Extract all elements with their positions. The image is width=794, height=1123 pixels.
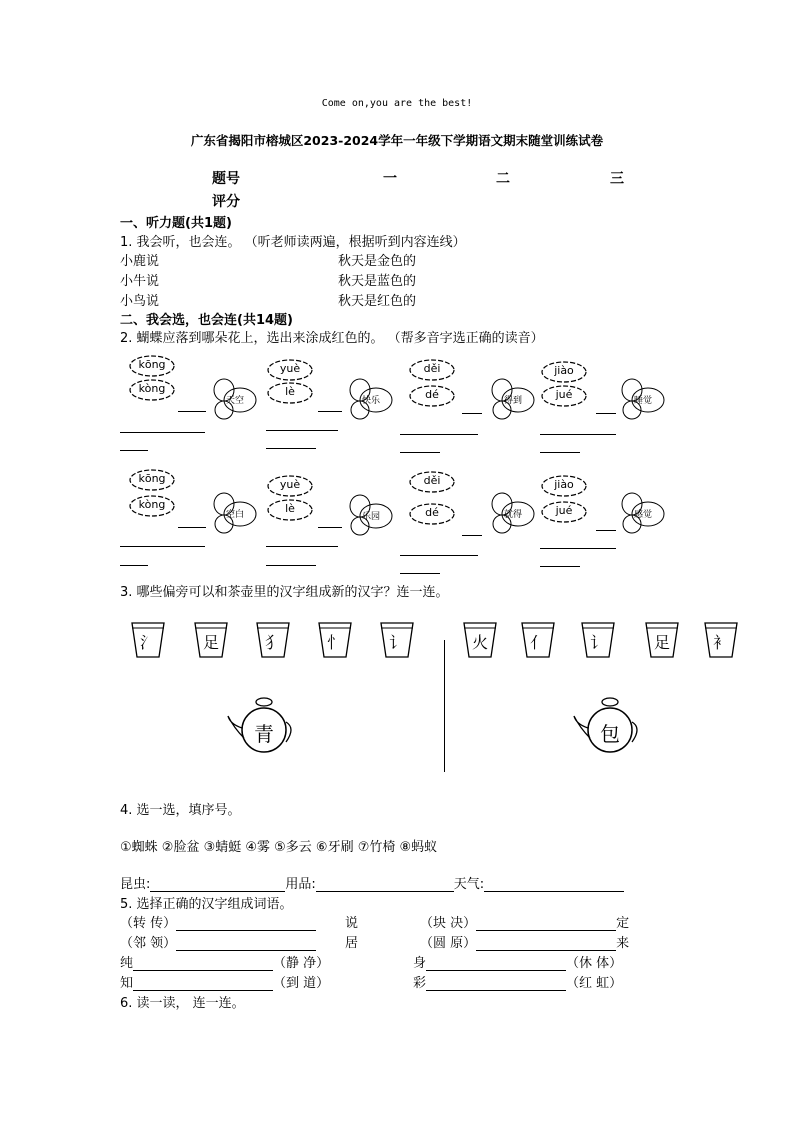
score-table-col-2: 二 xyxy=(496,171,510,187)
answer-blank[interactable] xyxy=(484,877,624,892)
q1-left-3: 小鸟说 xyxy=(120,294,160,309)
pinyin-label: jiào xyxy=(554,478,574,491)
q1-right-3: 秋天是红色的 xyxy=(338,294,417,309)
answer-blank[interactable] xyxy=(150,877,285,892)
pinyin-label: děi xyxy=(423,474,441,487)
radical-cup[interactable]: 氵 xyxy=(131,622,165,658)
radical-cup[interactable]: 火 xyxy=(463,622,497,658)
flower[interactable] xyxy=(128,378,176,402)
pinyin-label: lè xyxy=(285,385,295,398)
q2-stem: 2. 蝴蝶应落到哪朵花上，选出来涂成红色的。 （帮多音字选正确的读音） xyxy=(120,331,544,346)
butterfly-icon xyxy=(210,490,258,538)
butterfly-word: 睡觉 xyxy=(633,396,652,406)
answer-blank[interactable] xyxy=(426,976,566,991)
choice-pair: （圆 原） xyxy=(420,936,477,951)
flower[interactable] xyxy=(266,474,314,498)
flower[interactable] xyxy=(408,358,456,382)
butterfly-word: 快乐 xyxy=(361,396,380,406)
answer-blank[interactable] xyxy=(316,877,454,892)
butterfly-word: 就得 xyxy=(503,510,522,520)
butterfly-word: 天空 xyxy=(225,396,244,406)
motto: Come on,you are the best! xyxy=(321,98,473,109)
score-table-col-3: 三 xyxy=(610,171,624,187)
radical-cup[interactable]: 犭 xyxy=(256,622,290,658)
flower[interactable] xyxy=(266,381,314,405)
flower[interactable] xyxy=(408,384,456,408)
answer-blank[interactable] xyxy=(176,916,316,931)
pinyin-label: yuè xyxy=(279,478,301,491)
radical-cup[interactable]: 足 xyxy=(194,622,228,658)
q5-word-end: 居 xyxy=(345,936,359,951)
q6-stem: 6. 读一读， 连一连。 xyxy=(120,996,245,1011)
q5-row xyxy=(120,932,316,951)
q4-options: ①蜘蛛 ②脸盆 ③蜻蜓 ④雾 ⑤多云 ⑥牙刷 ⑦竹椅 ⑧蚂蚁 xyxy=(120,840,438,855)
q5-word-end: 说 xyxy=(345,916,359,931)
q1-stem: 1. 我会听，也会连。 （听老师读两遍，根据听到内容连线） xyxy=(120,235,466,250)
flower[interactable] xyxy=(540,360,588,384)
q5-word-start: 彩 xyxy=(413,976,427,991)
answer-blank[interactable] xyxy=(476,916,616,931)
pinyin-label: děi xyxy=(423,362,441,375)
radical-cup[interactable]: 忄 xyxy=(318,622,352,658)
q5-row xyxy=(413,972,622,991)
teapot-icon[interactable] xyxy=(570,694,642,758)
answer-blank[interactable] xyxy=(176,936,316,951)
q1-right-2: 秋天是蓝色的 xyxy=(338,274,417,289)
q5-row xyxy=(420,912,629,931)
q5-word-start: 身 xyxy=(413,956,427,971)
section1-heading: 一、听力题(共1题) xyxy=(120,216,232,231)
answer-blank[interactable] xyxy=(476,936,616,951)
q5-row xyxy=(413,952,622,971)
q5-word-end: 定 xyxy=(616,916,630,931)
answer-blank[interactable] xyxy=(133,976,273,991)
flower[interactable] xyxy=(408,502,456,526)
flower[interactable] xyxy=(128,494,176,518)
choice-pair: （转 传） xyxy=(120,916,177,931)
q5-stem: 5. 选择正确的汉字组成词语。 xyxy=(120,897,293,912)
category-label: 用品: xyxy=(285,877,316,892)
answer-blank[interactable] xyxy=(133,956,273,971)
score-table-col-label: 题号 xyxy=(212,171,240,187)
pinyin-label: kōng xyxy=(138,358,166,371)
choice-pair: （邻 领） xyxy=(120,936,177,951)
choice-pair: （到 道） xyxy=(273,976,330,991)
q4-stem: 4. 选一选，填序号。 xyxy=(120,803,241,818)
radical-cup[interactable]: 足 xyxy=(645,622,679,658)
choice-pair: （静 净） xyxy=(273,956,330,971)
pinyin-label: kòng xyxy=(138,498,166,511)
flower[interactable] xyxy=(540,384,588,408)
q5-row xyxy=(120,952,329,971)
pinyin-label: jiào xyxy=(554,364,574,377)
q5-word-start: 纯 xyxy=(120,956,134,971)
q5-word-start: 知 xyxy=(120,976,134,991)
teapot-icon[interactable] xyxy=(224,694,296,758)
butterfly-icon xyxy=(618,376,666,424)
pinyin-label: kōng xyxy=(138,472,166,485)
q5-row xyxy=(420,932,629,951)
section2-heading: 二、我会选，也会连(共14题) xyxy=(120,313,293,328)
q3-stem: 3. 哪些偏旁可以和茶壶里的汉字组成新的汉字？连一连。 xyxy=(120,585,449,600)
score-table-col-1: 一 xyxy=(383,171,397,187)
category-label: 昆虫: xyxy=(120,877,151,892)
score-table-row-label: 评分 xyxy=(212,194,240,210)
butterfly-word: 空白 xyxy=(225,510,244,520)
butterfly-icon xyxy=(210,376,258,424)
flower[interactable] xyxy=(540,474,588,498)
radical-cup[interactable]: 讠 xyxy=(581,622,615,658)
radical-cup[interactable]: 衤 xyxy=(704,622,738,658)
choice-pair: （红 虹） xyxy=(566,976,623,991)
q3-divider xyxy=(444,640,445,772)
q1-right-1: 秋天是金色的 xyxy=(338,254,417,269)
pinyin-label: dé xyxy=(425,506,439,519)
butterfly-icon xyxy=(346,492,394,540)
teapot-character: 包 xyxy=(600,722,620,746)
answer-blank[interactable] xyxy=(426,956,566,971)
butterfly-word: 乐园 xyxy=(361,512,380,522)
q5-row xyxy=(120,912,316,931)
butterfly-icon xyxy=(618,490,666,538)
pinyin-label: jué xyxy=(555,388,573,401)
q5-row xyxy=(120,972,329,991)
flower[interactable] xyxy=(540,500,588,524)
page-title: 广东省揭阳市榕城区2023-2024学年一年级下学期语文期末随堂训练试卷 xyxy=(190,133,604,148)
pinyin-label: kòng xyxy=(138,382,166,395)
pinyin-label: lè xyxy=(285,502,295,515)
q1-left-1: 小鹿说 xyxy=(120,254,160,269)
butterfly-word: 感觉 xyxy=(633,510,652,520)
q5-word-end: 来 xyxy=(616,936,630,951)
flower[interactable] xyxy=(128,354,176,378)
butterfly-icon xyxy=(488,490,536,538)
q4-answer-row xyxy=(120,873,624,892)
pinyin-label: dé xyxy=(425,388,439,401)
choice-pair: （块 决） xyxy=(420,916,477,931)
flower[interactable] xyxy=(266,498,314,522)
teapot-character: 青 xyxy=(254,722,274,746)
choice-pair: （休 体） xyxy=(566,956,623,971)
flower[interactable] xyxy=(408,470,456,494)
pinyin-label: yuè xyxy=(279,362,301,375)
q1-left-2: 小牛说 xyxy=(120,274,160,289)
category-label: 天气: xyxy=(453,877,485,892)
butterfly-icon xyxy=(346,376,394,424)
butterfly-icon xyxy=(488,376,536,424)
flower[interactable] xyxy=(266,358,314,382)
pinyin-label: jué xyxy=(555,504,573,517)
radical-cup[interactable]: 讠 xyxy=(380,622,414,658)
flower[interactable] xyxy=(128,468,176,492)
butterfly-word: 得到 xyxy=(503,396,522,406)
radical-cup[interactable]: 亻 xyxy=(521,622,555,658)
